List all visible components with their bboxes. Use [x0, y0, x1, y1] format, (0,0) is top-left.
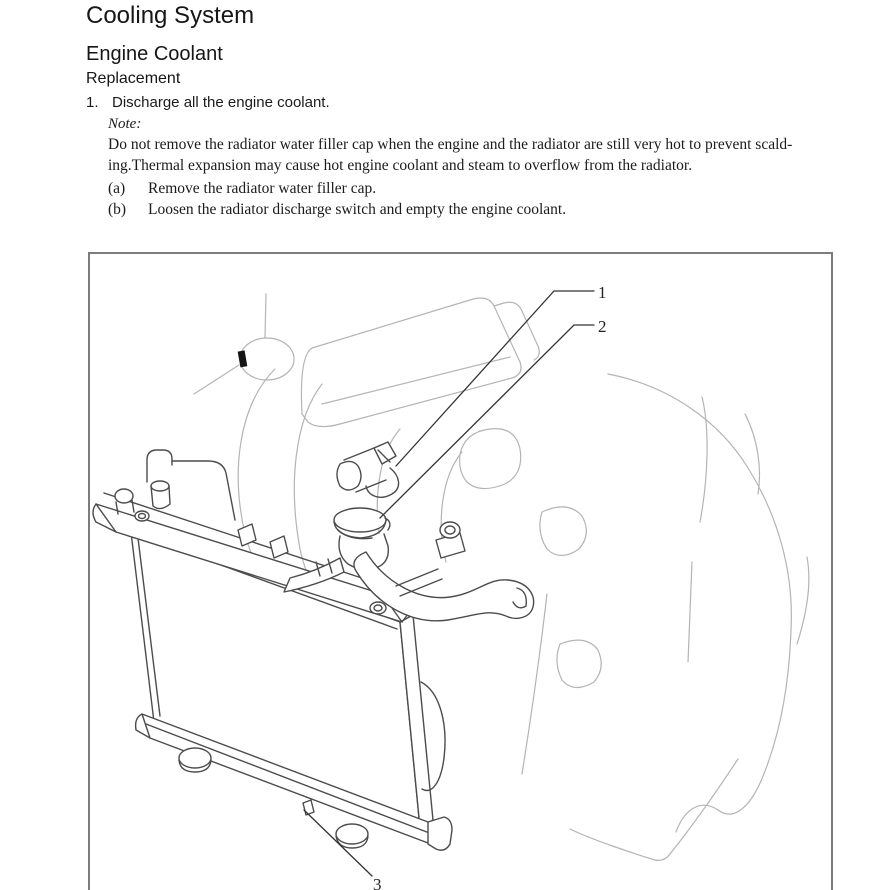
- filler-cap: [334, 508, 386, 532]
- note-label: Note:: [108, 116, 142, 132]
- substep-a-text: Remove the radiator water filler cap.: [148, 180, 377, 197]
- substep-b-label: (b): [108, 201, 127, 218]
- note-line-1: Do not remove the radiator water filler cap when the engine and the radiator are still very hot to prevent scald-: [108, 136, 793, 153]
- substep-a: [108, 178, 862, 199]
- cooling-system-diagram: [90, 254, 829, 890]
- section-heading: Engine Coolant: [86, 43, 223, 65]
- substep-list: [108, 178, 862, 220]
- step-1-number: 1.: [86, 94, 99, 111]
- substep-b-text: Loosen the radiator discharge switch and empty the engine coolant.: [148, 201, 567, 218]
- callout-2-label: 2: [598, 317, 607, 336]
- figure-box: [88, 252, 833, 890]
- substep-a-label: (a): [108, 180, 126, 197]
- note-block: [108, 114, 862, 176]
- procedure-text: [86, 2, 862, 220]
- callout-1-label: 1: [598, 283, 607, 302]
- substep-b: [108, 199, 862, 220]
- subsection-heading: Replacement: [86, 70, 181, 87]
- note-line-2: ing.Thermal expansion may cause hot engine coolant and steam to overflow from the radiator.: [108, 157, 693, 174]
- step-1: [86, 94, 862, 111]
- callout-3-label: 3: [373, 875, 382, 890]
- drain-plug: [303, 800, 314, 815]
- step-1-text: Discharge all the engine coolant.: [112, 94, 330, 111]
- discharge-switch-drawing: [337, 442, 399, 497]
- page-title: Cooling System: [86, 2, 255, 29]
- leader-line-3: [304, 810, 372, 876]
- radiator-drawing: [93, 450, 534, 850]
